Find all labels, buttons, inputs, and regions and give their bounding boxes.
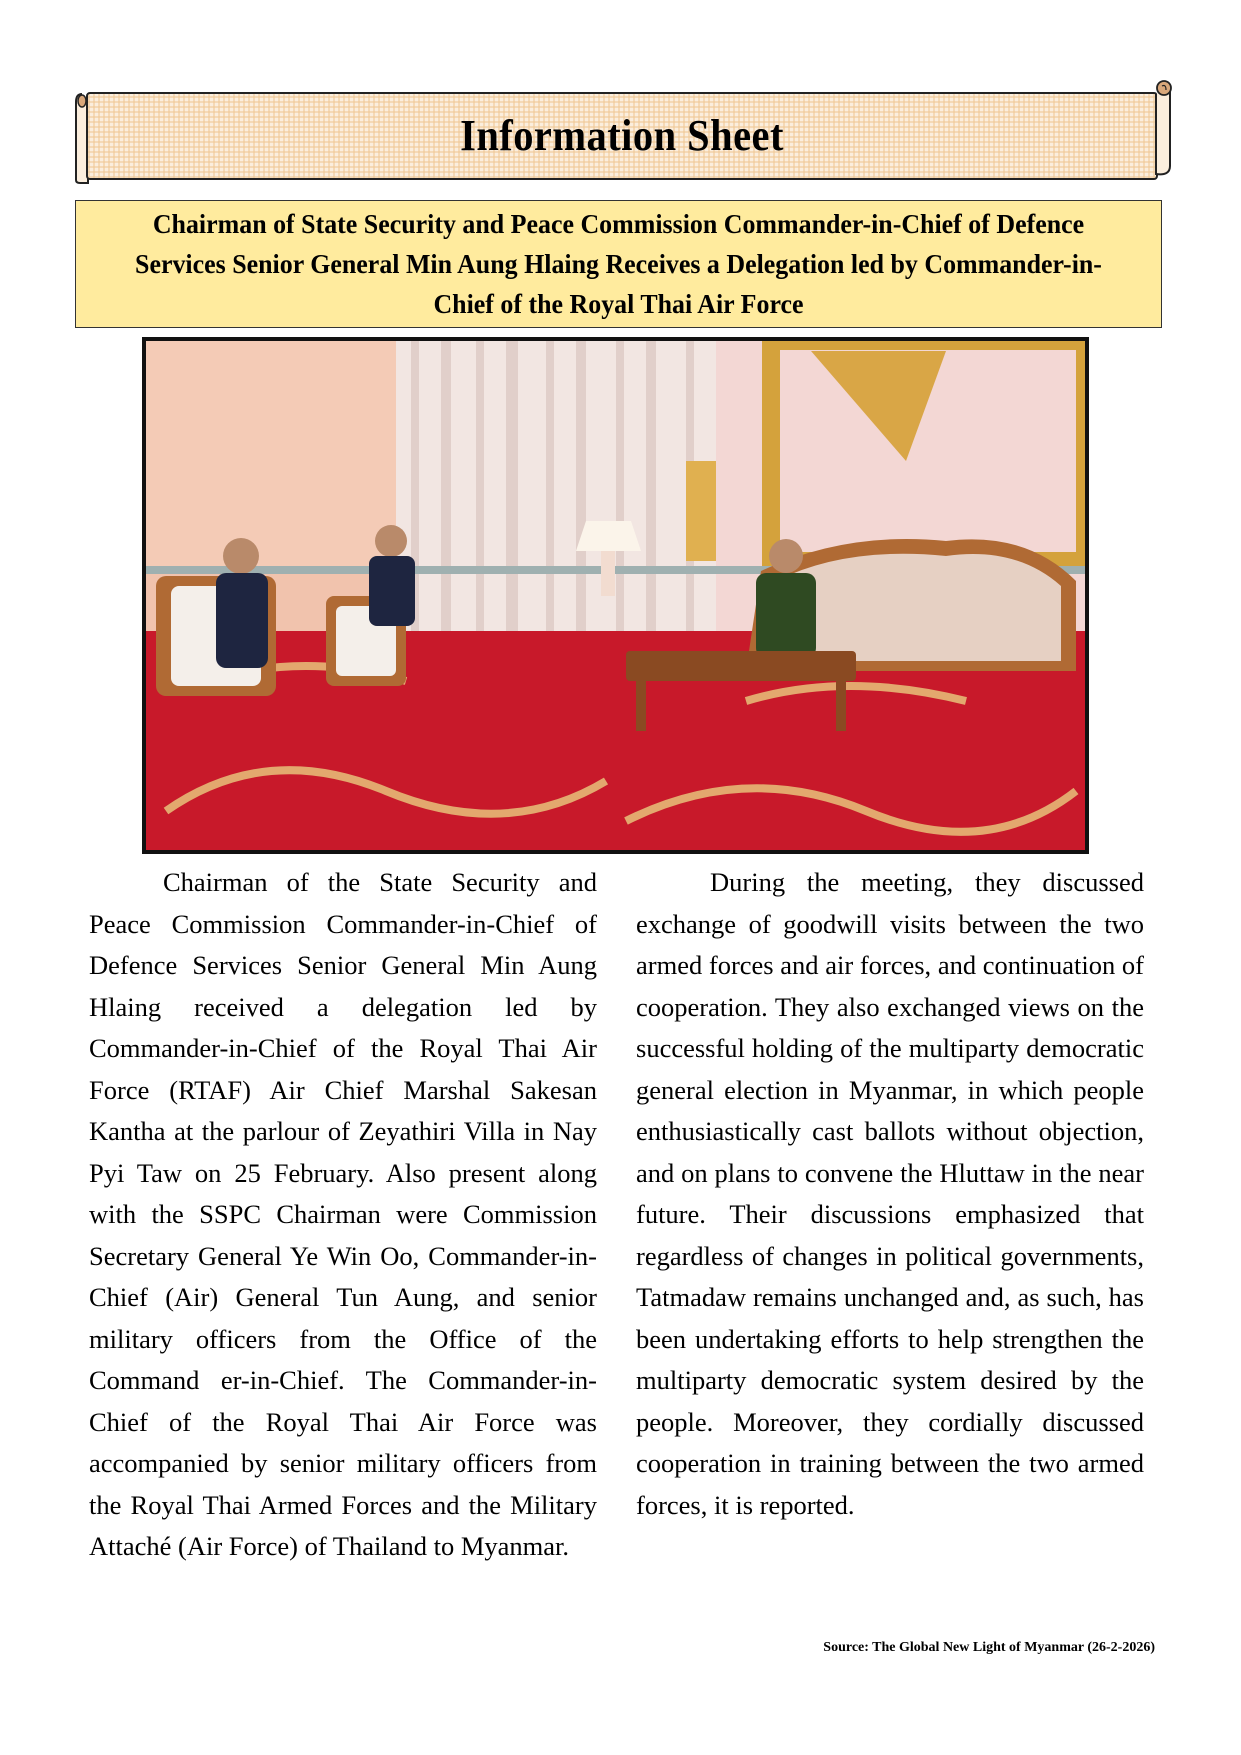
source-citation: Source: The Global New Light of Myanmar (26-2-2026): [823, 1640, 1155, 1655]
headline-box: [75, 200, 1162, 328]
title-banner: [72, 88, 1172, 180]
banner-scroll: [86, 92, 1158, 180]
article-paragraph: During the meeting, they discussed exchange of goodwill visits between the two armed forces and air forces, and continuation of cooperation. They also exchanged views on the successful holding of the multiparty democratic general election in Myanmar, in which people enthusiastically cast ballots without objection, and on plans to convene the Hluttaw in the near future. Their discussions emphasized that regardless of changes in political governments, Tatmadaw remains unchanged and, as such, has been undertaking efforts to help strengthen the multiparty democratic system desired by the people. Moreover, they cordially discussed cooperation in training between the two armed forces, it is reported.: [636, 867, 1144, 1520]
article-column-right: [636, 862, 1144, 1526]
news-photo: [142, 337, 1089, 854]
article-paragraph: Chairman of the State Security and Peace Commission Commander-in-Chief of Defence Services Senior General Min Aung Hlaing received a delegation led by Commander-in-Chief of the Royal Thai Air Force (RTAF) Air Chief Marshal Sakesan Kantha at the parlour of Zeyathiri Villa in Nay Pyi Taw on 25 February. Also present along with the SSPC Chairman were Commission Secretary General Ye Win Oo, Commander-in-Chief (Air) General Tun Aung, and senior military officers from the Office of the Command er-in-Chief. The Commander-in-Chief of the Royal Thai Air Force was accompanied by senior military officers from the Royal Thai Armed Forces and the Military Attaché (Air Force) of Thailand to Myanmar.: [89, 867, 597, 1561]
meeting-photo-illustration: [146, 341, 1085, 850]
article-column-left: [89, 862, 597, 1568]
page-title: Information Sheet: [460, 111, 784, 160]
scroll-curl-right-icon: [1154, 78, 1172, 178]
headline: Chairman of State Security and Peace Commission Commander-in-Chief of Defence Services Senior General Min Aung Hlaing Receives a Delegation led by Commander-in-Chief of the Royal Thai Air Force: [135, 209, 1102, 319]
